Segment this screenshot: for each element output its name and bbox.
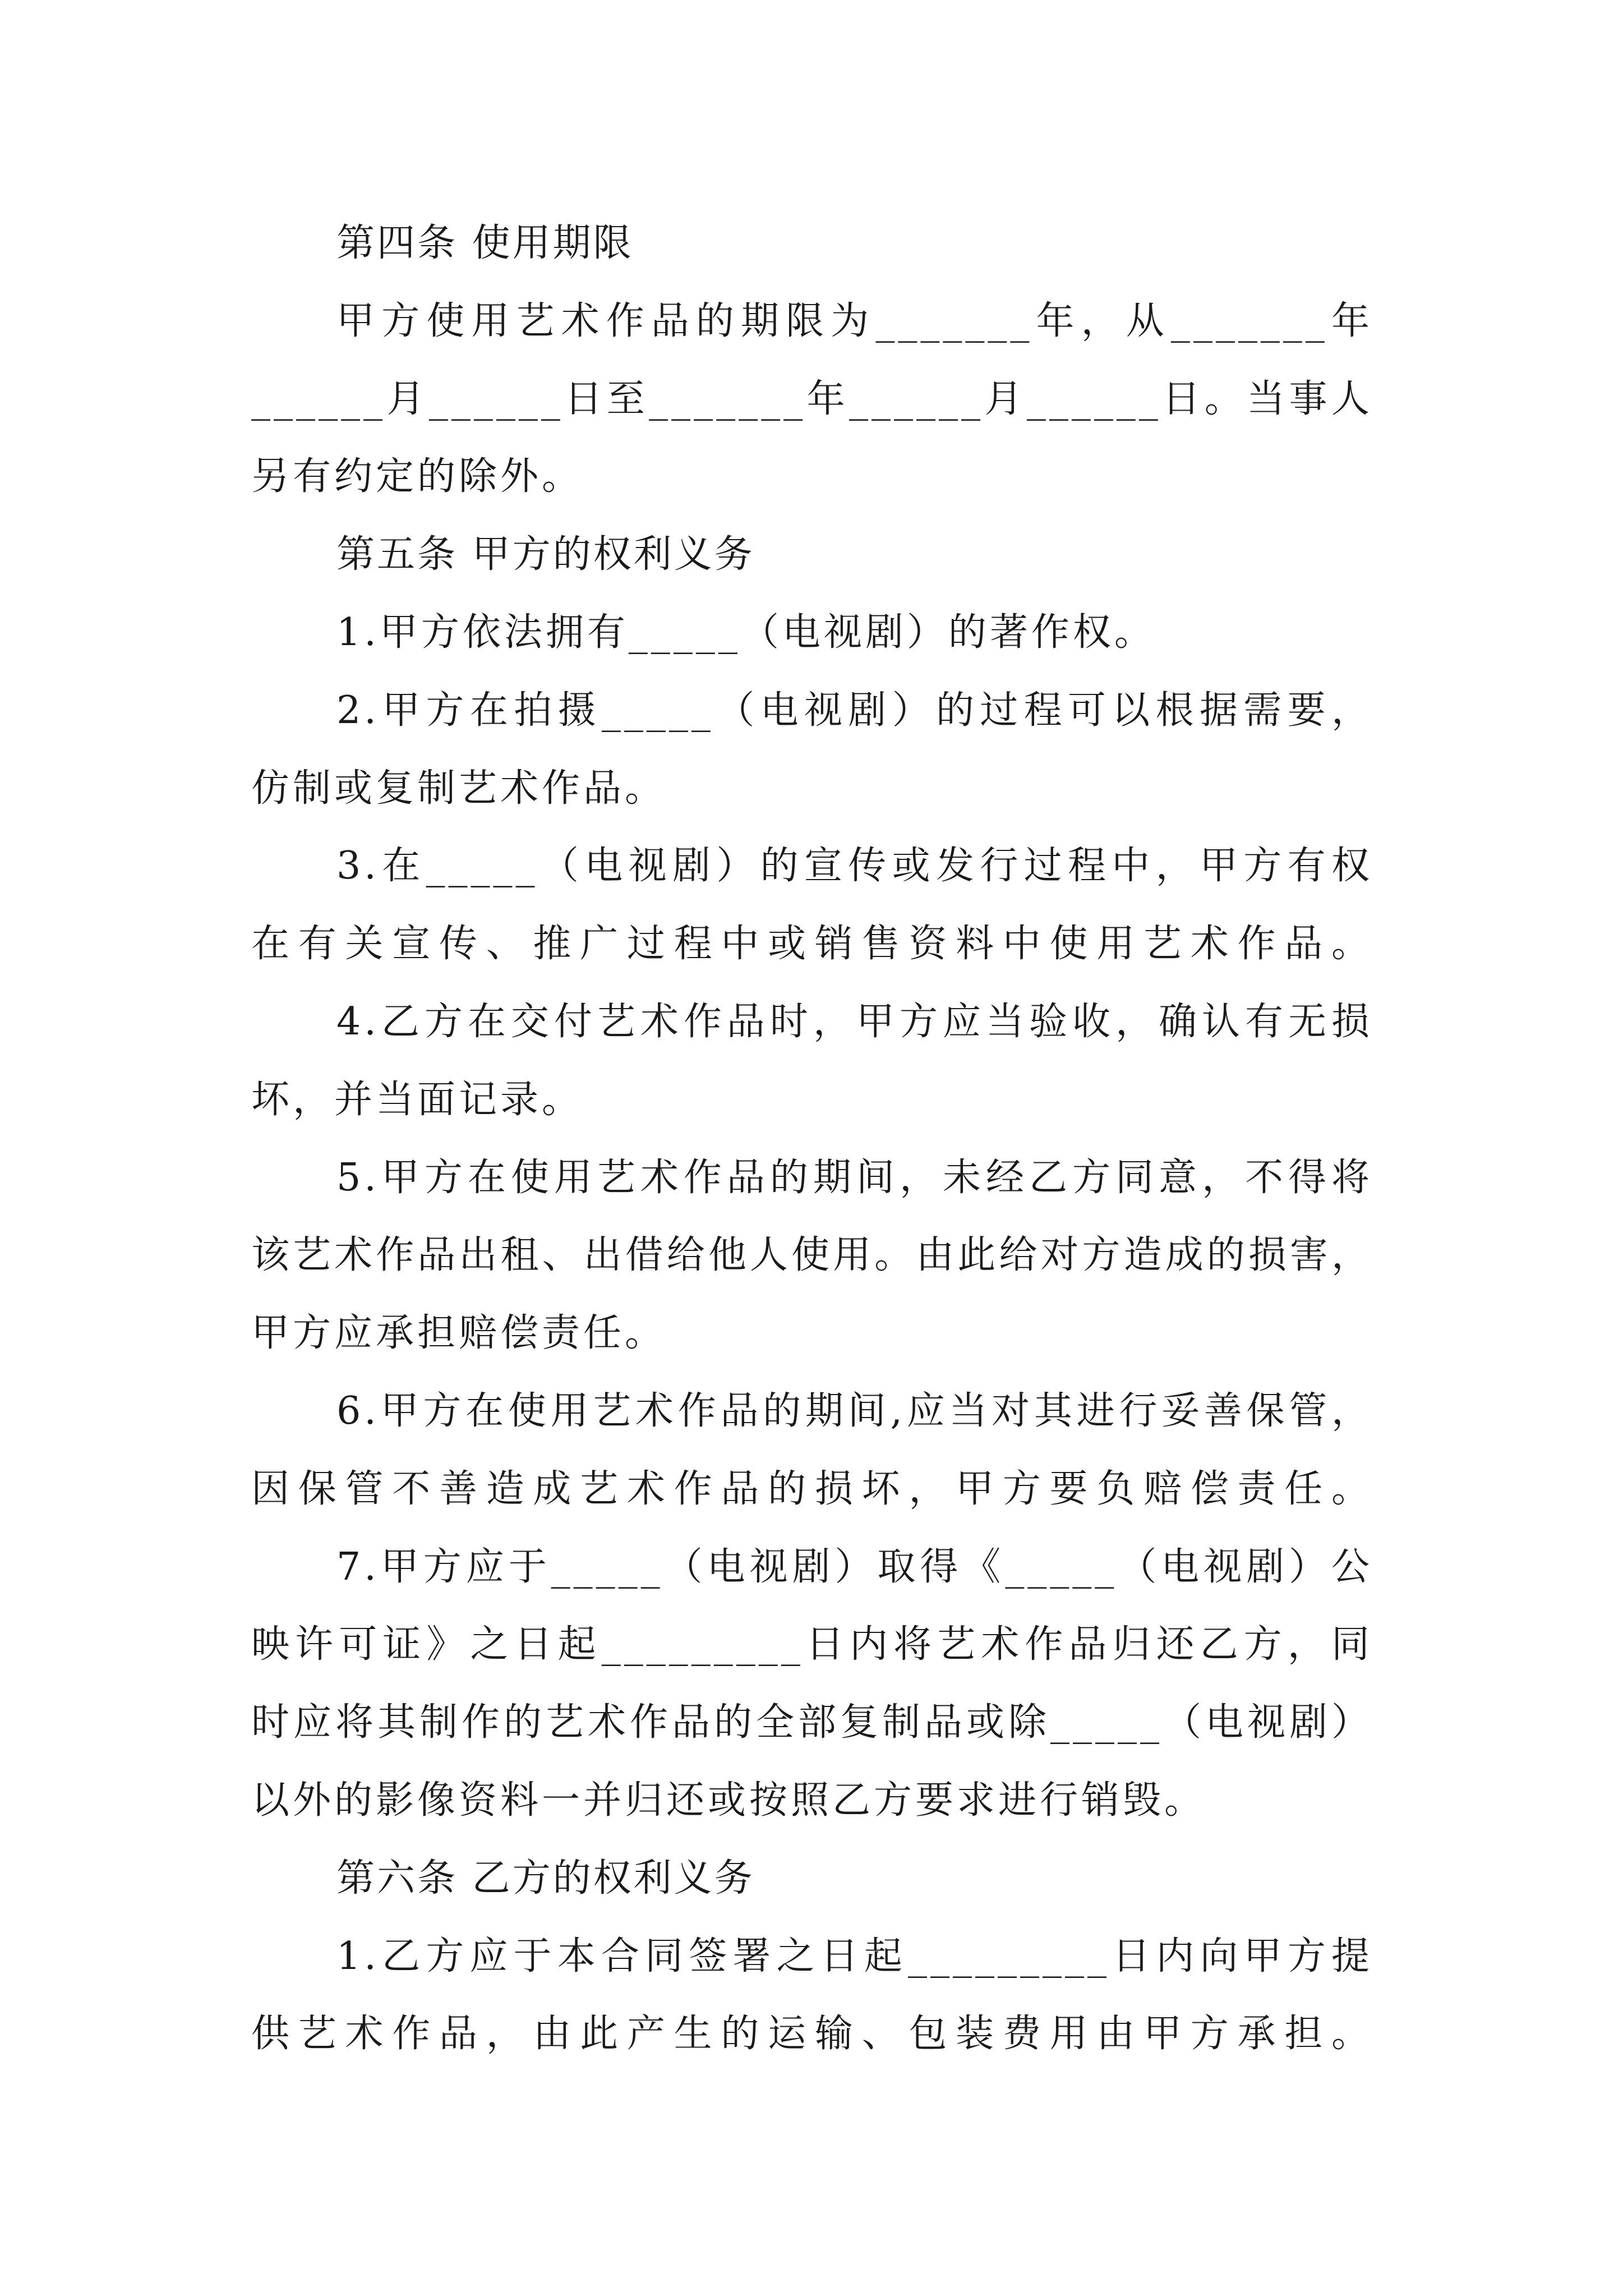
article-5-item-4-line-1: 4.乙方在交付艺术作品时，甲方应当验收，确认有无损 bbox=[336, 1000, 1373, 1044]
article-5-item-5-line-1: 5.甲方在使用艺术作品的期间，未经乙方同意，不得将 bbox=[336, 1156, 1373, 1200]
article-6-item-1-line-1: 1.乙方应于本合同签署之日起_________日内向甲方提 bbox=[336, 1934, 1373, 1978]
article-4-line-1: 甲方使用艺术作品的期限为_______年，从_______年 bbox=[336, 299, 1373, 343]
article-5-item-5-line-3: 甲方应承担赔偿责任。 bbox=[251, 1311, 667, 1355]
article-4-heading: 第四条 使用期限 bbox=[336, 221, 634, 265]
article-5-item-3-line-2: 在有关宣传、推广过程中或销售资料中使用艺术作品。 bbox=[251, 922, 1373, 966]
article-5-item-2-line-1: 2.甲方在拍摄_____（电视剧）的过程可以根据需要， bbox=[336, 688, 1373, 733]
article-6-item-1-line-2: 供艺术作品，由此产生的运输、包装费用由甲方承担。 bbox=[251, 2012, 1373, 2056]
article-5-item-3-line-1: 3.在_____（电视剧）的宣传或发行过程中，甲方有权 bbox=[336, 844, 1373, 888]
article-5-heading: 第五条 甲方的权利义务 bbox=[336, 532, 755, 577]
article-5-item-5-line-2: 该艺术作品出租、出借给他人使用。由此给对方造成的损害， bbox=[251, 1233, 1373, 1277]
article-5-item-1: 1.甲方依法拥有_____（电视剧）的著作权。 bbox=[336, 610, 1156, 655]
article-5-item-7-line-2: 映许可证》之日起_________日内将艺术作品归还乙方，同 bbox=[251, 1622, 1373, 1667]
article-5-item-6-line-2: 因保管不善造成艺术作品的损坏，甲方要负赔偿责任。 bbox=[251, 1467, 1373, 1511]
article-5-item-7-line-1: 7.甲方应于_____（电视剧）取得《_____（电视剧）公 bbox=[336, 1545, 1373, 1589]
article-6-heading: 第六条 乙方的权利义务 bbox=[336, 1856, 755, 1901]
document-page bbox=[251, 0, 1373, 2296]
article-5-item-7-line-3: 时应将其制作的艺术作品的全部复制品或除_____（电视剧） bbox=[251, 1700, 1373, 1745]
article-5-item-2-line-2: 仿制或复制艺术作品。 bbox=[251, 766, 667, 811]
article-4-line-2: ______月______日至_______年______月______日。当事人 bbox=[251, 377, 1373, 421]
article-5-item-7-line-4: 以外的影像资料一并归还或按照乙方要求进行销毁。 bbox=[251, 1778, 1206, 1823]
article-5-item-4-line-2: 坏，并当面记录。 bbox=[251, 1078, 584, 1122]
article-5-item-6-line-1: 6.甲方在使用艺术作品的期间,应当对其进行妥善保管， bbox=[336, 1389, 1373, 1433]
article-4-line-3: 另有约定的除外。 bbox=[251, 454, 584, 499]
